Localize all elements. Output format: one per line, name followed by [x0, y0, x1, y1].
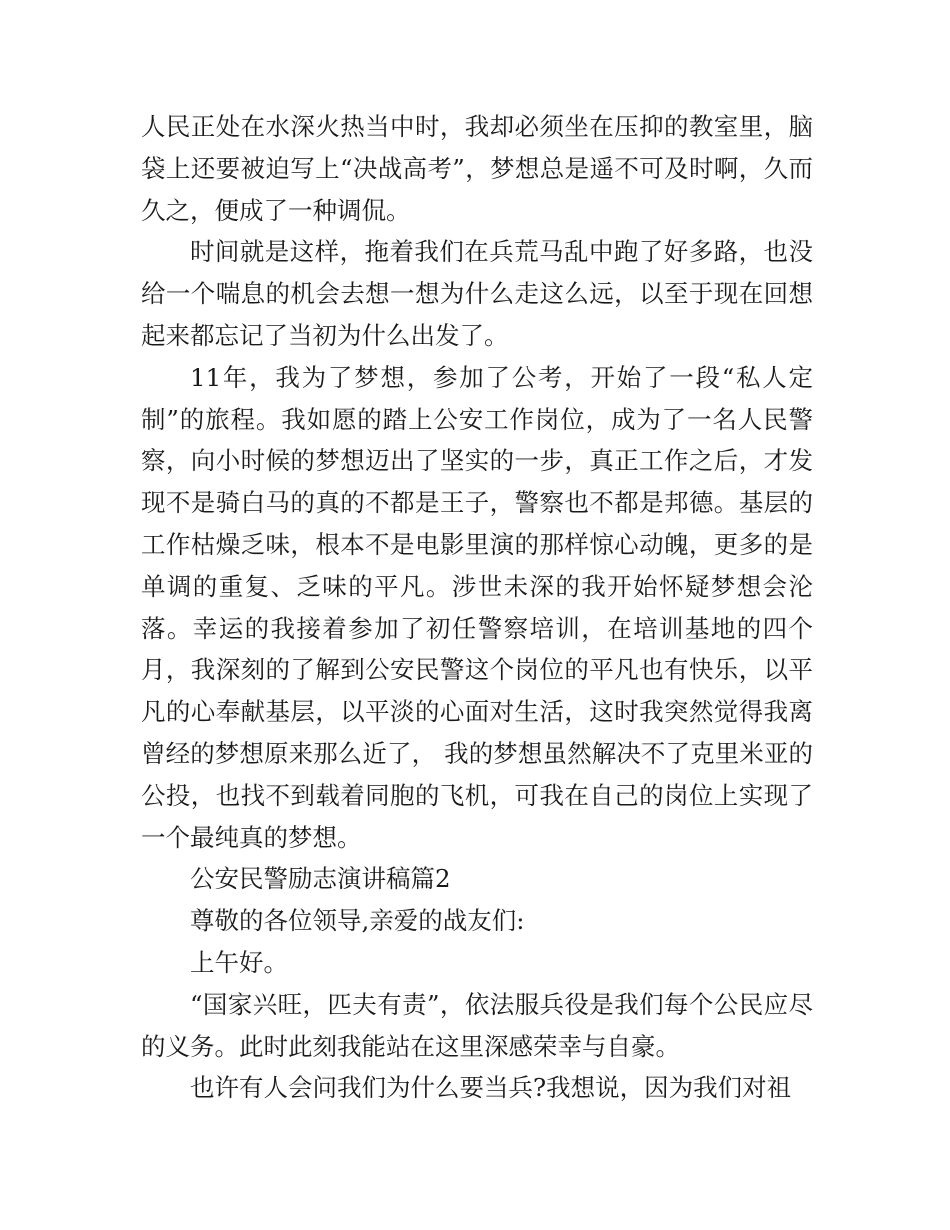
paragraph-dream-police: 11年，我为了梦想，参加了公考，开始了一段“私人定制”的旅程。我如愿的踏上公安工作岗位，成为了一名人民警察，向小时候的梦想迈出了坚实的一步，真正工作之后，才发现不是骑白马的真的不都是王子，警察也不都是邦德。基层的工作枯燥乏味，根本不是电影里演的那样惊心动魄，更多的是单调的重复、乏味的平凡。涉世未深的我开始怀疑梦想会沦落。幸运的我接着参加了初任警察培训，在培训基地的四个月，我深刻的了解到公安民警这个岗位的平凡也有快乐，以平凡的心奉献基层，以平淡的心面对生活，这时我突然觉得我离曾经的梦想原来那么近了， 我的梦想虽然解决不了克里米亚的公投，也找不到载着同胞的飞机，可我在自己的岗位上实现了一个最纯真的梦想。: [141, 362, 813, 852]
paragraph-time: 时间就是这样，拖着我们在兵荒马乱中跑了好多路，也没给一个喘息的机会去想一想为什么走这么远，以至于现在回想起来都忘记了当初为什么出发了。: [141, 237, 813, 350]
paragraph-why-soldier: 也许有人会问我们为什么要当兵?我想说，因为我们对祖: [190, 1073, 792, 1103]
section-heading: 公安民警励志演讲稿篇2: [190, 864, 451, 894]
greeting: 上午好。: [190, 947, 288, 977]
salutation: 尊敬的各位领导,亲爱的战友们:: [190, 906, 525, 936]
paragraph-continued: 人民正处在水深火热当中时，我却必须坐在压抑的教室里，脑袋上还要被迫写上“决战高考”，梦想总是遥不可及时啊，久而久之，便成了一种调侃。: [141, 112, 813, 225]
document-body: [141, 106, 813, 1109]
paragraph-duty: “国家兴旺，匹夫有责”，依法服兵役是我们每个公民应尽的义务。此时此刻我能站在这里深感荣幸与自豪。: [141, 989, 813, 1061]
